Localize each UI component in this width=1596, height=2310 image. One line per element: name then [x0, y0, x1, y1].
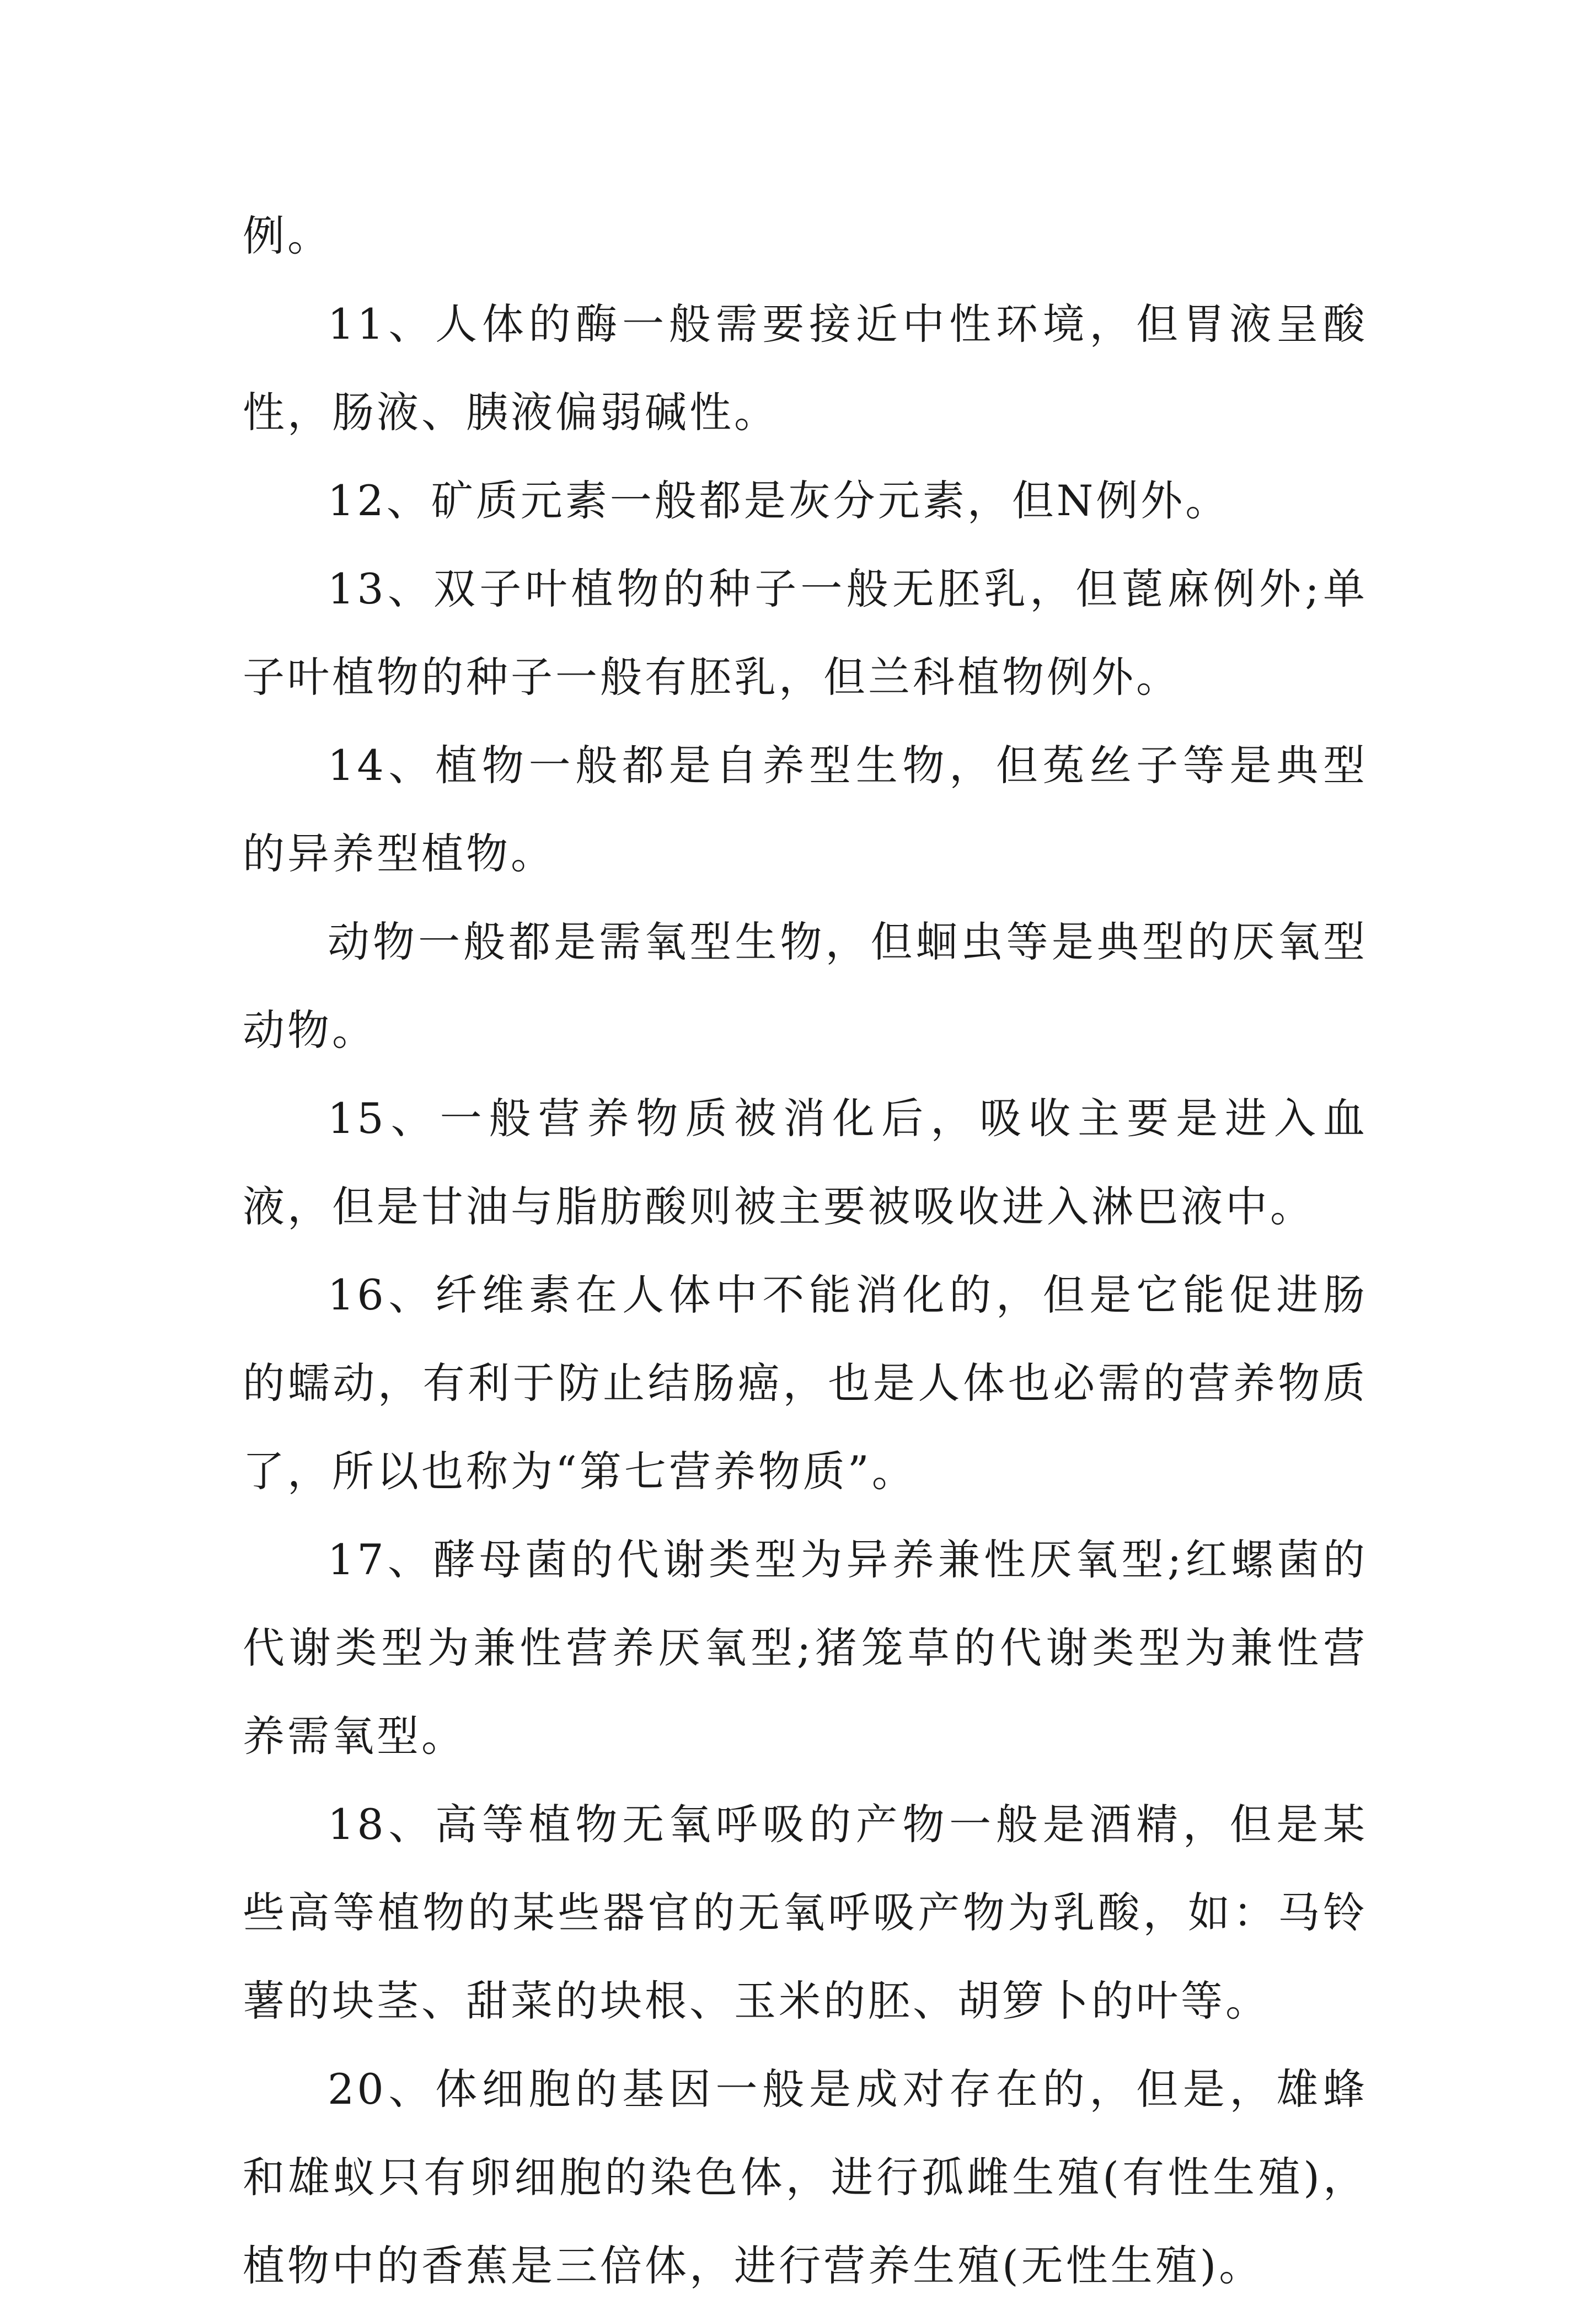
paragraph-item-20: 20、体细胞的基因一般是成对存在的，但是，雄蜂和雄蚁只有卵细胞的染色体，进行孤雌生殖(有性生殖)，植物中的香蕉是三倍体，进行营养生殖(无性生殖)。: [243, 2065, 1368, 2290]
paragraph-item-17: 17、酵母菌的代谢类型为异养兼性厌氧型;红螺菌的代谢类型为兼性营养厌氧型;猪笼草的代谢类型为兼性营养需氧型。: [243, 1535, 1368, 1761]
paragraph-item-18: 18、高等植物无氧呼吸的产物一般是酒精，但是某些高等植物的某些器官的无氧呼吸产物为乳酸，如：马铃薯的块茎、甜菜的块根、玉米的胚、胡箩卜的叶等。: [243, 1800, 1368, 2025]
document-page: [243, 192, 1368, 2310]
paragraph-item-14: 14、植物一般都是自养型生物，但菟丝子等是典型的异养型植物。: [243, 741, 1368, 878]
paragraph-item-13: 13、双子叶植物的种子一般无胚乳，但蓖麻例外;单子叶植物的种子一般有胚乳，但兰科植物例外。: [243, 564, 1368, 702]
paragraph-item-14-animals: 动物一般都是需氧型生物，但蛔虫等是典型的厌氧型动物。: [243, 917, 1368, 1055]
paragraph-item-12: 12、矿质元素一般都是灰分元素，但N例外。: [328, 476, 1230, 525]
paragraph-item-15: 15、一般营养物质被消化后，吸收主要是进入血液，但是甘油与脂肪酸则被主要被吸收进入淋巴液中。: [243, 1094, 1368, 1231]
paragraph-item-11: 11、人体的酶一般需要接近中性环境，但胃液呈酸性，肠液、胰液偏弱碱性。: [243, 300, 1368, 437]
paragraph-continuation: 例。: [243, 211, 332, 260]
paragraph-item-16: 16、纤维素在人体中不能消化的，但是它能促进肠的蠕动，有利于防止结肠癌，也是人体也必需的营养物质了，所以也称为“第七营养物质”。: [243, 1270, 1368, 1496]
